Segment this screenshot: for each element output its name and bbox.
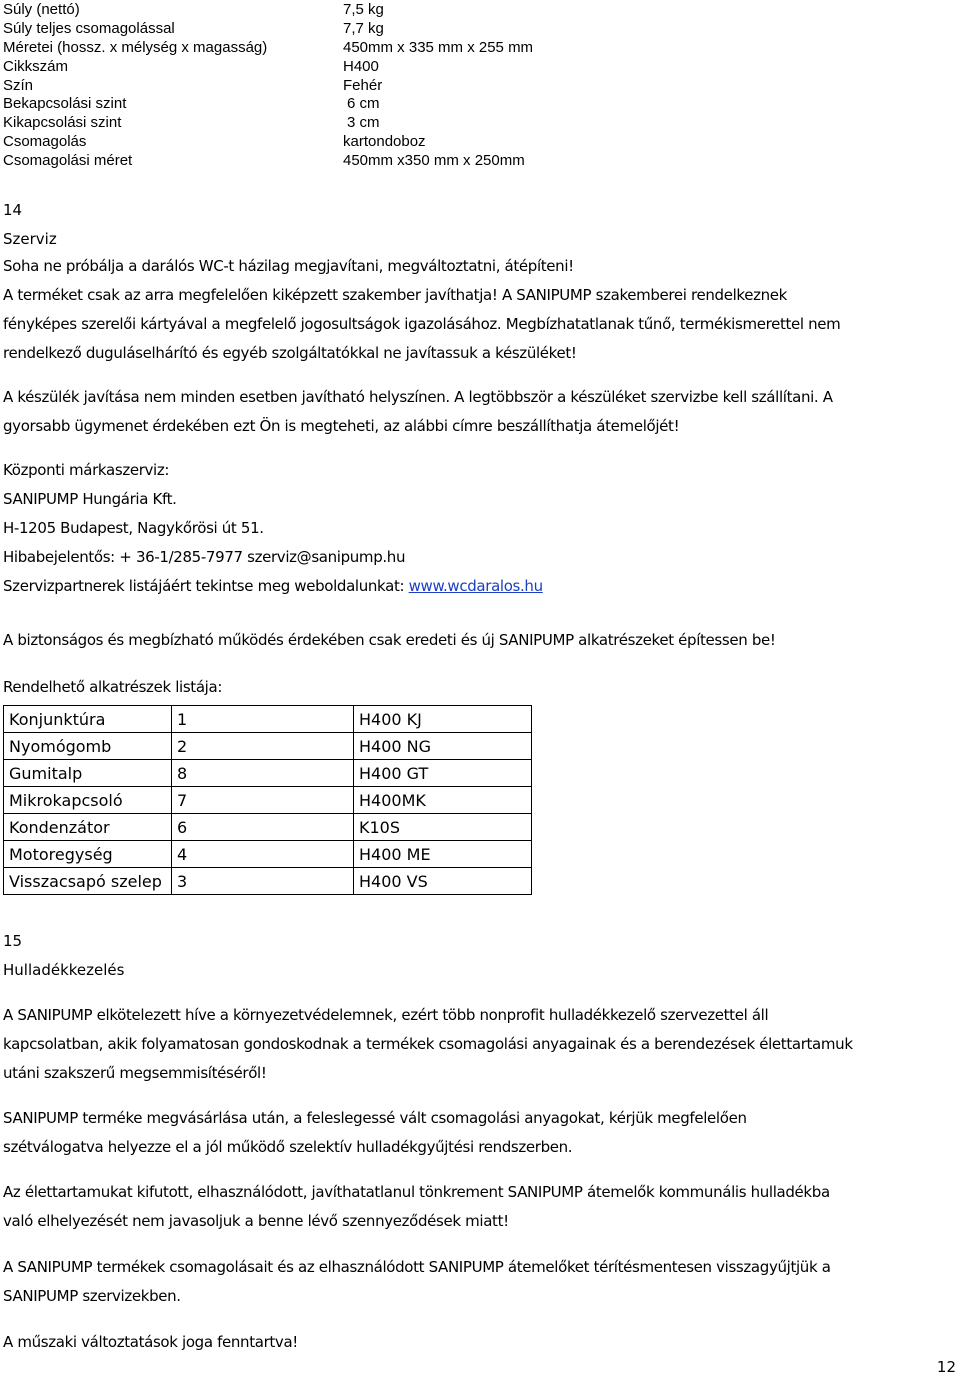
parts-table <box>3 705 532 895</box>
part-qty: 1 <box>172 706 354 733</box>
text-line: szétválogatva helyezze el a jól működő szelektív hulladékgyűjtési rendszerben. <box>3 1138 573 1156</box>
part-code: H400 GT <box>354 760 532 787</box>
closing-text: A műszaki változtatások joga fenntartva! <box>3 1333 298 1351</box>
waste-paragraph-1 <box>3 1001 958 1088</box>
text-line: Az élettartamukat kifutott, elhasználódott, javíthatatlanul tönkrement SANIPUMP átemelők kommunális hulladékba <box>3 1183 830 1201</box>
table-row <box>4 814 532 841</box>
spec-row <box>3 58 603 77</box>
safety-text: A biztonságos és megbízható működés érdekében csak eredeti és új SANIPUMP alkatrészeket építessen be! <box>3 631 776 649</box>
spec-label: Bekapcsolási szint <box>3 95 127 113</box>
text-line: fényképes szerelői kártyával a megfelelő jogosultságok igazolásához. Megbízhatatlanak tűnő, termékismerettel nem <box>3 315 841 333</box>
closing-note <box>3 1328 958 1357</box>
spec-row <box>3 77 603 96</box>
section-number: 14 <box>3 201 23 219</box>
spec-value: Fehér <box>343 76 383 94</box>
spec-label: Csomagolás <box>3 133 87 151</box>
spec-label: Szín <box>3 76 34 94</box>
spec-value: H400 <box>343 57 379 75</box>
contact-hotline: Hibabejelentős: + 36-1/285-7977 szerviz@sanipump.hu <box>3 548 406 566</box>
spec-label: Méretei (hossz. x mélység x magasság) <box>3 38 268 56</box>
service-paragraph <box>3 252 958 368</box>
contact-block <box>3 456 958 601</box>
waste-paragraph-2 <box>3 1104 958 1162</box>
contact-company: SANIPUMP Hungária Kft. <box>3 490 177 508</box>
spec-table <box>3 1 603 171</box>
text-line: A SANIPUMP termékek csomagolásait és az elhasználódott SANIPUMP átemelőket térítésmentesen visszagyűjtjük a <box>3 1258 831 1276</box>
part-qty: 7 <box>172 787 354 814</box>
contact-heading: Központi márkaszerviz: <box>3 461 170 479</box>
spec-value: 6 cm <box>347 95 380 113</box>
part-code: H400 VS <box>354 868 532 895</box>
spec-value: kartondoboz <box>343 133 426 151</box>
part-qty: 6 <box>172 814 354 841</box>
table-row <box>4 706 532 733</box>
page-number: 12 <box>936 1358 956 1376</box>
waste-paragraph-4 <box>3 1253 958 1311</box>
part-code: H400MK <box>354 787 532 814</box>
text-line: A SANIPUMP elkötelezett híve a környezetvédelemnek, ezért több nonprofit hulladékkezelő szervezettel áll <box>3 1006 769 1024</box>
part-name: Gumitalp <box>4 760 172 787</box>
spec-row <box>3 133 603 152</box>
part-code: H400 NG <box>354 733 532 760</box>
spec-value: 450mm x 335 mm x 255 mm <box>343 38 534 56</box>
text-line: gyorsabb ügymenet érdekében ezt Ön is megteheti, az alábbi címre beszállíthatja átemelőjét! <box>3 417 680 435</box>
table-row <box>4 733 532 760</box>
spec-value: 450mm x350 mm x 250mm <box>343 152 525 170</box>
text-line: Soha ne próbálja a darálós WC-t házilag megjavítani, megváltoztatni, átépíteni! <box>3 257 574 275</box>
spec-value: 7,7 kg <box>343 19 384 37</box>
part-name: Kondenzátor <box>4 814 172 841</box>
spec-label: Csomagolási méret <box>3 152 133 170</box>
text-line: rendelkező duguláselhárító és egyéb szolgáltatókkal ne javítassuk a készüléket! <box>3 344 577 362</box>
section-title: Szerviz <box>3 230 57 248</box>
spec-label: Súly teljes csomagolással <box>3 19 175 37</box>
part-name: Konjunktúra <box>4 706 172 733</box>
text-line: SANIPUMP szervizekben. <box>3 1287 181 1305</box>
table-row <box>4 868 532 895</box>
text-line: A terméket csak az arra megfelelően kiképzett szakember javíthatja! A SANIPUMP szakemberei rendelkeznek <box>3 286 787 304</box>
text-line: A készülék javítása nem minden esetben javítható helyszínen. A legtöbbször a készüléket szervizbe kell szállítani. A <box>3 388 833 406</box>
table-row <box>4 760 532 787</box>
spec-value: 3 cm <box>347 114 380 132</box>
contact-partners <box>3 572 958 601</box>
safety-note <box>3 626 958 655</box>
text-line: kapcsolatban, akik folyamatosan gondoskodnak a termékek csomagolási anyagainak és a berendezések élettartamuk <box>3 1035 853 1053</box>
table-row <box>4 841 532 868</box>
spec-row <box>3 114 603 133</box>
spec-row <box>3 39 603 58</box>
table-row <box>4 787 532 814</box>
part-qty: 2 <box>172 733 354 760</box>
waste-paragraph-3 <box>3 1178 958 1236</box>
spec-label: Kikapcsolási szint <box>3 114 122 132</box>
part-code: H400 ME <box>354 841 532 868</box>
part-name: Motoregység <box>4 841 172 868</box>
contact-address: H-1205 Budapest, Nagykőrösi út 51. <box>3 519 264 537</box>
service-paragraph-2 <box>3 383 958 441</box>
part-name: Visszacsapó szelep <box>4 868 172 895</box>
part-name: Nyomógomb <box>4 733 172 760</box>
spec-label: Súly (nettó) <box>3 1 80 18</box>
partners-text: Szervizpartnerek listájáért tekintse meg weboldalunkat: <box>3 577 409 595</box>
parts-heading-block <box>3 673 958 702</box>
part-name: Mikrokapcsoló <box>4 787 172 814</box>
part-qty: 3 <box>172 868 354 895</box>
spec-value: 7,5 kg <box>343 1 384 18</box>
section-title: Hulladékkezelés <box>3 961 125 979</box>
website-link[interactable]: www.wcdaralos.hu <box>408 577 543 595</box>
part-qty: 4 <box>172 841 354 868</box>
spec-row <box>3 95 603 114</box>
text-line: való elhelyezését nem javasoljuk a benne lévő szennyeződések miatt! <box>3 1212 509 1230</box>
text-line: SANIPUMP terméke megvásárlása után, a feleslegessé vált csomagolási anyagokat, kérjük megfelelően <box>3 1109 747 1127</box>
part-code: H400 KJ <box>354 706 532 733</box>
parts-heading: Rendelhető alkatrészek listája: <box>3 678 223 696</box>
spec-label: Cikkszám <box>3 57 69 75</box>
spec-row <box>3 20 603 39</box>
section-number: 15 <box>3 932 23 950</box>
part-qty: 8 <box>172 760 354 787</box>
text-line: utáni szakszerű megsemmisítéséről! <box>3 1064 267 1082</box>
part-code: K10S <box>354 814 532 841</box>
spec-row <box>3 152 603 171</box>
spec-row <box>3 1 603 20</box>
